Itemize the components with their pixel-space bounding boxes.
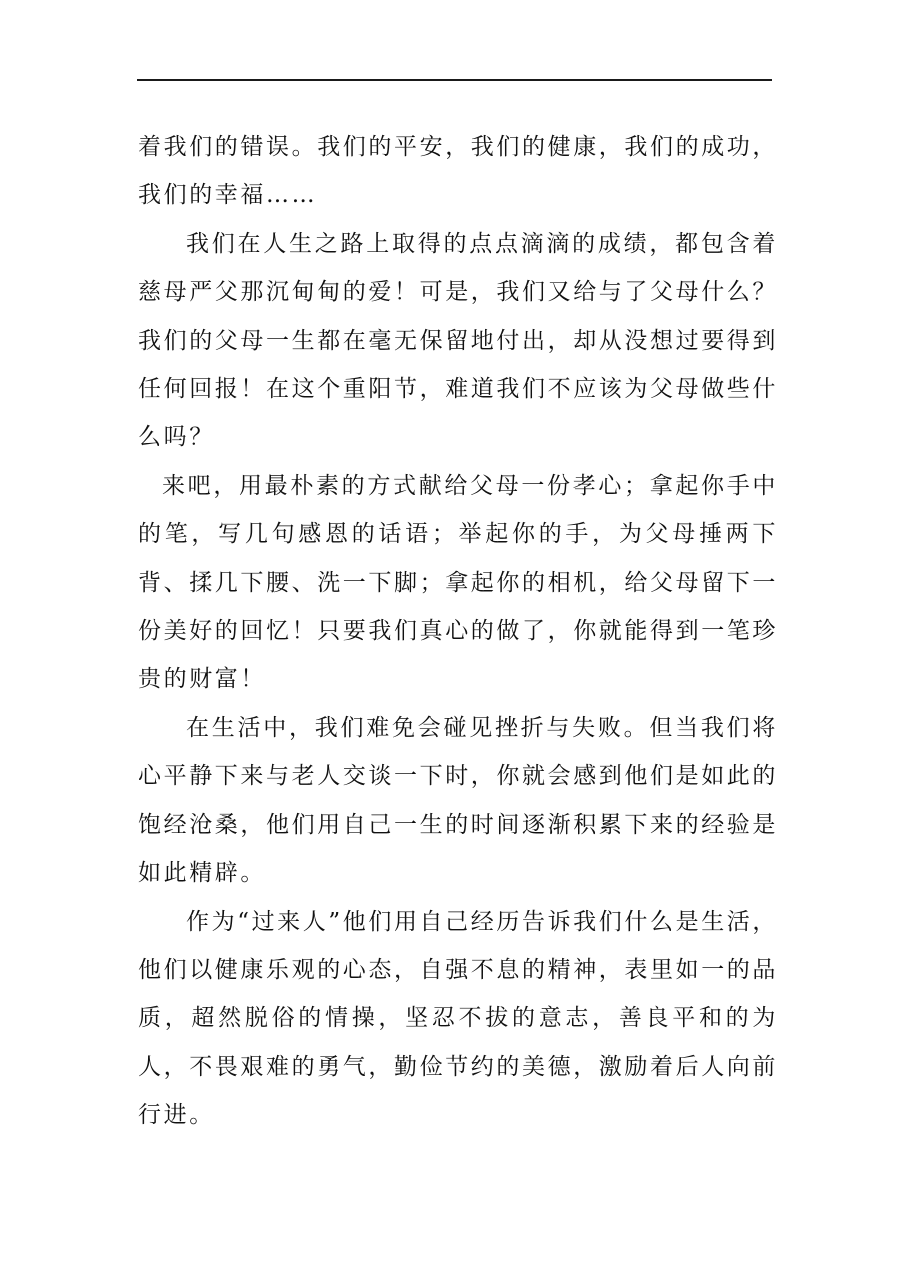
header-rule [137,79,772,81]
paragraph-elders-virtues: 作为“过来人”他们用自己经历告诉我们什么是生活，他们以健康乐观的心态，自强不息的精神，表里如一的品质，超然脱俗的情操，坚忍不拔的意志，善良平和的为人，不畏艰难的勇气，勤俭节约的美德，激励着后人向前行进。 [138,908,778,1129]
document-body [138,123,778,1140]
paragraph-continuation: 着我们的错误。我们的平安，我们的健康，我们的成功，我们的幸福…… [138,134,778,209]
paragraph-parents-love: 我们在人生之路上取得的点点滴滴的成绩，都包含着慈母严父那沉甸甸的爱！可是，我们又给与了父母什么？我们的父母一生都在毫无保留地付出，却从没想过要得到任何回报！在这个重阳节，难道我们不应该为父母做些什么吗？ [138,230,778,451]
paragraph-filial-piety: 来吧，用最朴素的方式献给父母一份孝心；拿起你手中的笔，写几句感恩的话语；举起你的手，为父母捶两下背、揉几下腰、洗一下脚；拿起你的相机，给父母留下一份美好的回忆！只要我们真心的做了，你就能得到一笔珍贵的财富！ [138,472,778,693]
paragraph-elders-experience: 在生活中，我们难免会碰见挫折与失败。但当我们将心平静下来与老人交谈一下时，你就会感到他们是如此的饱经沧桑，他们用自己一生的时间逐渐积累下来的经验是如此精辟。 [138,714,778,887]
